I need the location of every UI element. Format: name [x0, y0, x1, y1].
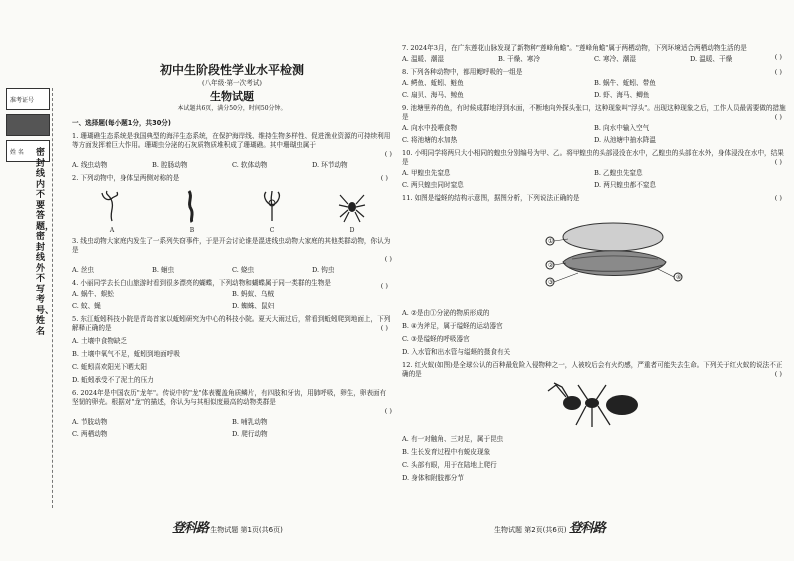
option: D. 蜘蛛、鼠妇 — [232, 302, 275, 310]
exam-subtitle: (八年级·第一次考试) — [202, 79, 262, 87]
exam-note: 本试题共6页，满分50分，时间50分钟。 — [177, 105, 287, 112]
option: B. 向水中输入空气 — [594, 124, 650, 132]
option: D. 身体和附肢都分节 — [402, 474, 464, 482]
options — [402, 124, 786, 145]
svg-text:①: ① — [548, 238, 554, 245]
options — [402, 435, 786, 483]
option: A. 节肢动物 — [72, 418, 108, 426]
question-5 — [72, 315, 392, 385]
option: C. 蚯蚓喜欢阳光下晒太阳 — [72, 363, 147, 371]
option: B. 哺乳动物 — [232, 418, 268, 426]
option: D. 钩虫 — [312, 266, 335, 274]
question-8 — [402, 68, 786, 100]
option: A. 线虫动物 — [72, 161, 108, 169]
option: C. 头部有眼，用于在陆地上爬行 — [402, 461, 497, 469]
option: A. 有一对触角、三对足，属于昆虫 — [402, 435, 504, 443]
option: C. ③是缢蛏的呼吸器官 — [402, 335, 470, 343]
option: D. 虾、海马、鲫鱼 — [594, 91, 650, 99]
figure-a — [92, 189, 132, 233]
subject-title: 生物试题 — [210, 90, 254, 103]
option: A. 甲蝗虫先窒息 — [402, 169, 451, 177]
worm-icon — [177, 189, 207, 223]
option: B. 生长发育过程中有蜕皮现象 — [402, 448, 491, 456]
spider-icon — [337, 189, 367, 223]
hydra-icon — [97, 189, 127, 223]
answer-paren: ( ) — [380, 282, 388, 290]
brand-logo: 登科路 — [172, 521, 209, 536]
page-1-footer — [172, 521, 283, 536]
question-11 — [402, 194, 786, 357]
question-text: 10. 小明同学将两只大小相同的蝗虫分别编号为甲、乙。将甲蝗虫的头部浸没在水中，乙蝗虫的头部在水外，身体浸没在水中，结果是 — [402, 149, 784, 166]
question-text: 5. 东江蚯蚓科技小院是青岛首家以蚯蚓研究为中心的科技小院。夏天大雨过后，常看到蚯蚓爬到地面上，下列解释正确的是 — [72, 315, 391, 332]
page-number: 生物试题 第2页(共6页) — [494, 526, 567, 534]
svg-text:③: ③ — [548, 279, 554, 286]
answer-paren: ( ) — [774, 53, 782, 61]
razor-clam-icon — [538, 207, 688, 305]
figure-d — [332, 189, 372, 233]
option: D. 两只蝗虫都不窒息 — [594, 181, 656, 189]
page-1 — [72, 0, 392, 561]
options — [402, 55, 786, 64]
option: B. 蚂蚁、乌贼 — [232, 290, 275, 298]
figure-label: A — [109, 227, 115, 234]
answer-paren: ( ) — [774, 68, 782, 76]
question-text: 12. 红火蚁(如图)是全球公认的百种最危险入侵物种之一，人被咬后会有火灼感，严重者可能失去生命。下列关于红火蚁的说法不正确的是 — [402, 361, 783, 378]
brand-logo: 登科路 — [568, 521, 605, 536]
answer-paren: ( ) — [774, 194, 782, 202]
svg-text:②: ② — [548, 262, 554, 269]
jellyfish-icon — [257, 189, 287, 223]
question-9 — [402, 104, 786, 145]
answer-paren: ( ) — [384, 407, 392, 415]
question-4 — [72, 279, 392, 311]
question-text: 9. 池塘里养的鱼，有时候成群地浮到水面，不断地向外探头张口，这种现象叫"浮头"。出现这种现象之后，工作人员最需要做的措施是 — [402, 104, 786, 121]
fire-ant-figure — [542, 381, 652, 431]
ant-icon — [542, 381, 652, 431]
figure-label: C — [269, 227, 275, 234]
option: B. 蛔虫 — [152, 266, 175, 274]
option: A. 土壤中食物缺乏 — [72, 337, 128, 345]
seal-notice: 密封线内不要答题，密封线外不写考号、姓名 — [36, 148, 55, 337]
answer-paren: ( ) — [774, 113, 782, 121]
option: B. 腔肠动物 — [152, 161, 188, 169]
question-12 — [402, 361, 786, 483]
option: A. 鳄鱼、蚯蚓、鲢鱼 — [402, 79, 464, 87]
page-2-footer — [494, 521, 605, 536]
question-6 — [72, 389, 392, 439]
seal-strip — [6, 88, 55, 337]
answer-paren: ( ) — [380, 324, 388, 332]
question-3 — [72, 237, 392, 275]
option: D. 环节动物 — [312, 161, 348, 169]
answer-paren: ( ) — [384, 255, 392, 263]
option: C. 蚊、蝇 — [72, 302, 101, 310]
question-7 — [402, 44, 786, 64]
figure-label: D — [349, 227, 355, 234]
question-2 — [72, 174, 392, 233]
option: D. 入水管和出水管与缢蛏的摄食有关 — [402, 348, 511, 356]
question-text: 3. 线虫动物大家庭内发生了一系列失窃事件，于是开会讨论谁是混进线虫动物大家庭的其他类群动物，你认为是 — [72, 237, 391, 254]
question-1 — [72, 132, 392, 170]
option: C. 扇贝、海马、鲸鱼 — [402, 91, 464, 99]
blank-dark-box — [6, 114, 50, 136]
option: B. 蜗牛、蚯蚓、带鱼 — [594, 79, 656, 87]
option: C. 两只蝗虫同时窒息 — [402, 181, 464, 189]
option: C. 蛲虫 — [232, 266, 255, 274]
options — [72, 290, 392, 311]
name-label: 姓 名 — [10, 148, 24, 156]
seal-line — [52, 88, 53, 508]
option: B. 干燥、寒冷 — [498, 55, 541, 63]
option: D. 从池塘中抽水降温 — [594, 136, 656, 144]
question-text: 7. 2024年3月，在广东莲花山脉发现了新物种"莲峰角蟾"。"莲峰角蟾"属于两栖动物，下列环境适合两栖动物生活的是 — [402, 44, 747, 52]
option: D. 蚯蚓承受不了泥土的压力 — [72, 376, 154, 384]
options — [402, 309, 786, 357]
options — [72, 418, 392, 439]
option: C. 两栖动物 — [72, 430, 108, 438]
option: A. ②是由①分泌的物质形成的 — [402, 309, 490, 317]
figure-c — [252, 189, 292, 233]
answer-paren: ( ) — [774, 370, 782, 378]
exam-number-label: 准考证号 — [10, 96, 35, 104]
figure-b — [172, 189, 212, 233]
options — [402, 79, 786, 100]
animal-figures — [72, 189, 392, 233]
figure-label: B — [189, 227, 195, 234]
option: C. 软体动物 — [232, 161, 268, 169]
question-text: 1. 珊瑚礁生态系统是我国典型的海洋生态系统，在保护海岸线、维持生物多样性、促进渔业资源的可持续利用等方面发挥着巨大作用。珊瑚虫分泌的石灰质物质堆积成了珊瑚礁。其中珊瑚虫属于 — [72, 132, 391, 149]
answer-paren: ( ) — [384, 150, 392, 158]
option: C. 将池塘的水加热 — [402, 136, 458, 144]
option: D. 爬行动物 — [232, 430, 268, 438]
svg-text:④: ④ — [676, 274, 682, 281]
question-text: 4. 小丽同学去长白山旅游时看到很多漂亮的蝴蝶，下列动物和蝴蝶属于同一类群的生物是 — [72, 279, 331, 287]
option: A. 蜗牛、蜈蚣 — [72, 290, 114, 298]
option: B. ④为斧足，属于缢蛏的运动器官 — [402, 322, 503, 330]
page-2 — [402, 0, 786, 561]
question-10 — [402, 149, 786, 190]
option: D. 温暖、干燥 — [690, 55, 733, 63]
options — [402, 169, 786, 190]
option: C. 寒冷、潮湿 — [594, 55, 636, 63]
section-heading: 一、选择题(每小题1分，共30分) — [72, 119, 171, 127]
option: A. 向水中投喂食物 — [402, 124, 458, 132]
exam-number-box — [6, 88, 50, 110]
options — [72, 266, 392, 275]
answer-paren: ( ) — [774, 158, 782, 166]
options — [72, 337, 392, 385]
option: A. 温暖、潮湿 — [402, 55, 444, 63]
exam-title: 初中生阶段性学业水平检测 — [159, 63, 304, 77]
razor-clam-figure — [538, 207, 688, 305]
question-text: 8. 下列各种动物中，都用鳃呼吸的一组是 — [402, 68, 523, 76]
question-text: 11. 如图是缢蛏的结构示意图，据图分析，下列说法正确的是 — [402, 194, 580, 202]
question-text: 6. 2024年是中国农历"龙年"。传说中的"龙"体表覆盖角质鳞片，有四肢和牙齿，用肺呼吸，卵生，卵表面有坚韧的卵壳。根据对"龙"的描述，你认为与其相似度最高的动物类群是 — [72, 389, 387, 406]
option: B. 土壤中氧气不足，蚯蚓到地面呼吸 — [72, 350, 180, 358]
options — [72, 161, 392, 170]
question-text: 2. 下列动物中，身体呈两侧对称的是 — [72, 174, 180, 182]
option: A. 丝虫 — [72, 266, 95, 274]
answer-paren: ( ) — [380, 174, 388, 182]
option: B. 乙蝗虫先窒息 — [594, 169, 643, 177]
page-number: 生物试题 第1页(共6页) — [210, 526, 283, 534]
